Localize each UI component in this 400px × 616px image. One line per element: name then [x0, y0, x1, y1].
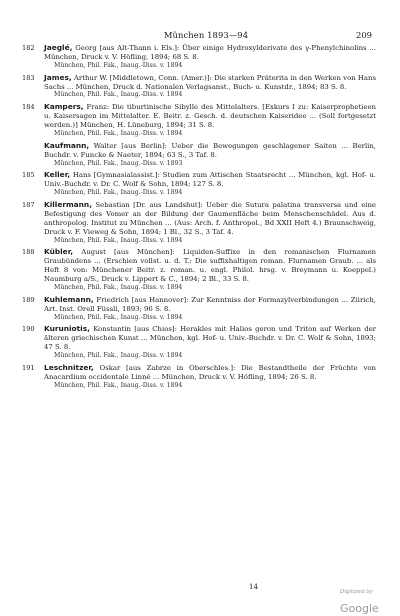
- google-logo: Google: [340, 602, 379, 615]
- entry-text: August [aus München]: Liquiden-Suffixe in den romanischen Flurnamen Graubündens ... (Erschien vollst. u. d. T.: Die suffixhaltigen roman. Flurnamen Graub. ... als Heft 8 von: Münchener Beitr. z. roman. u. engl. Philol. hrsg. v. Breymann u. Koeppel.) Naumburg a/S., Druck v. Lippert & C., 1894; 2 Bl., 33 S. 8.: [44, 248, 376, 284]
- bibliography-entry: [22, 74, 376, 100]
- entry-number: 183: [22, 73, 35, 82]
- entry-text: Walter [aus Berlin]: Ueber die Bewegungen geschlagener Saiten ... Berlin, Buchdr. v. Funcke & Naeter, 1894; 63 S., 3 Taf. 8.: [44, 141, 376, 159]
- entry-note: München, Phil. Fak., Inaug.-Diss. v. 1894: [54, 189, 183, 197]
- entry-body: [44, 171, 376, 189]
- entry-text: Friedrich [aus Hannover]: Zur Kenntniss der Formazylverbindungen ... Zürich, Art. Inst. Orell Füssli, 1893; 96 S. 8.: [44, 295, 376, 313]
- bibliography-entry: [22, 325, 376, 360]
- entry-author: Kuruniotis,: [44, 324, 90, 334]
- entry-text: Arthur W. [Middletown, Conn. (Amer.)]: Die starken Präterita in den Werken von Hans Sachs ... München, Druck d. Nationalen Verlagsanst., Buch- u. Kunstdr., 1894; 83 S. 8.: [44, 73, 376, 91]
- entry-body: [44, 142, 376, 160]
- entry-number: 190: [22, 325, 35, 334]
- entry-text: Konstantin [aus Chios]: Herakles mit Halios geron und Triton auf Werken der älteren griechischen Kunst ... München, kgl. Hof- u. Univ.-Buchdr. v. Dr. C. Wolf & Sohn, 1893; 47 S. 8.: [44, 325, 376, 352]
- entry-note: München, Phil. Fak., Inaug.-Diss. v. 1894: [54, 61, 183, 69]
- watermark-prefix: Digitized by: [340, 589, 373, 595]
- entry-text: Franz: Die tiburtinische Sibylle des Mittelalters. [Exkurs I zu: Kaiserprophetieen u. Kaisersagen im Mittelalter. E. Beitr. z. Gesch. d. deutschen Kaiseridee ... (Soll fortgesetzt werden.)] München, H. Lüneburg, 1894; 31 S. 8.: [44, 103, 376, 130]
- entry-body: [44, 296, 376, 314]
- bibliography-entries: [22, 44, 376, 394]
- bibliography-entry: [22, 296, 376, 322]
- entry-body: [44, 248, 376, 284]
- entry-note: München, Phil. Fak., Inaug.-Diss. v. 1894: [54, 313, 183, 321]
- bibliography-entry: [22, 103, 376, 138]
- entry-text: Hans [Gymnasialassist.]: Studien zum Attischen Staatsrecht ... München, kgl. Hof- u. Univ.-Buchdr. v. Dr. C. Wolf & Sohn, 1894; 127 S. 8.: [44, 171, 376, 189]
- entry-note: München, Phil. Fak., Inaug.-Diss. v. 1894: [54, 129, 183, 137]
- running-title: München 1893—94: [163, 30, 249, 40]
- entry-note: München, Phil. Fak., Inaug.-Diss. v. 1894: [54, 236, 183, 244]
- entry-note: München, Phil. Fak., Inaug.-Diss. v. 1894: [54, 352, 183, 360]
- entry-note: München, Phil. Fak., Inaug.-Diss. v. 1894: [54, 381, 183, 389]
- entry-number: 185: [22, 171, 35, 180]
- entry-body: [44, 74, 376, 92]
- bibliography-entry: [22, 248, 376, 292]
- entry-author: James,: [44, 72, 72, 82]
- entry-body: [44, 103, 376, 130]
- entry-text: Georg [aus Alt-Thann i. Els.]: Über einige Hydroxylderivate des γ-Phenylchinolins ... München, Druck v. V. Höfling, 1894; 68 S. 8.: [44, 44, 376, 61]
- entry-number: 184: [22, 103, 35, 112]
- entry-number: 187: [22, 200, 35, 209]
- entry-author: Kübler,: [44, 247, 74, 257]
- entry-note: München, Phil. Fak., Inaug.-Diss. v. 1894: [54, 284, 183, 291]
- entry-author: Leschnitzer,: [44, 362, 94, 372]
- entry-number: 182: [22, 44, 35, 52]
- bibliography-entry: [22, 364, 376, 390]
- entry-body: [44, 201, 376, 237]
- running-header: [40, 30, 372, 42]
- bibliography-entry: [22, 44, 376, 70]
- entry-author: Kaufmann,: [44, 140, 90, 150]
- entry-number: 191: [22, 363, 35, 372]
- entry-author: Jaeglé,: [44, 43, 73, 52]
- entry-text: Oskar [aus Zabrze in Oberschles.]: Die Bestandtheile der Früchte von Anacardium occidentale Linné ... München, Druck v. V. Höfling, 1894; 26 S. 8.: [44, 363, 376, 381]
- entry-note: München, Phil. Fak., Inaug.-Diss. v. 1894: [54, 91, 183, 99]
- entry-author: Killermann,: [44, 199, 93, 209]
- bibliography-entry: [22, 171, 376, 197]
- entry-number: 188: [22, 248, 35, 257]
- entry-author: Kuhlemann,: [44, 294, 94, 304]
- entry-author: Kampers,: [44, 102, 84, 112]
- digitization-watermark: [340, 578, 400, 616]
- bibliography-entry: [22, 201, 376, 245]
- entry-body: [44, 325, 376, 352]
- entry-body: [44, 364, 376, 382]
- signature-mark: 14: [249, 583, 258, 591]
- entry-body: [44, 44, 376, 62]
- entry-note: München, Phil. Fak., Inaug.-Diss. v. 1893: [54, 159, 183, 167]
- entry-text: Sebastian [Dr. aus Landshut]: Ueber die Sutura palatina transversa und eine Befestigung des Vomer an der Bildung der Gaumenfläche beim Menschenschädel. Aus d. anthropolog. Institut zu München ... (Aus: Arch. f. Anthropol., Bd XXII Heft 4.) Braunschweig, Druck v. F. Vieweg & Sohn, 1894; 1 Bl., 32 S., 3 Taf. 4.: [44, 200, 376, 236]
- entry-number: 189: [22, 295, 35, 304]
- page-number: 209: [356, 30, 372, 40]
- entry-author: Keller,: [44, 170, 71, 180]
- bibliography-entry: [22, 142, 376, 168]
